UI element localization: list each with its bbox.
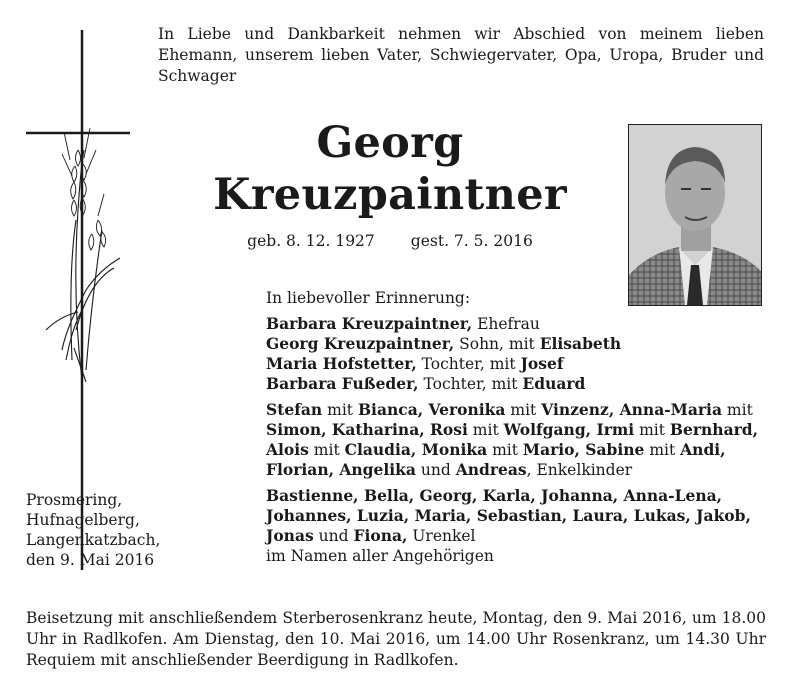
mourners-block — [266, 288, 766, 566]
deceased-first-name: Georg — [316, 118, 464, 168]
mourner-name: Barbara Fußeder, — [266, 374, 419, 393]
family-names: Stefan — [266, 400, 323, 419]
connector-text: mit — [721, 401, 753, 419]
cross-with-wheat-icon — [26, 30, 136, 570]
connector-text: mit — [644, 441, 681, 459]
mourner-line — [266, 334, 766, 354]
mourner-line — [266, 354, 766, 374]
mourner-relation: Tochter, mit — [416, 355, 521, 373]
family-names: Wolfgang, Irmi — [503, 420, 635, 439]
family-names: Vinzenz, Anna-Maria — [541, 400, 722, 419]
connector-text: mit — [467, 421, 504, 439]
memory-intro: In liebevoller Erinnerung: — [266, 289, 471, 307]
mourner-line — [266, 374, 766, 394]
connector-text: mit — [487, 441, 523, 459]
mourner-partner: Eduard — [522, 374, 586, 393]
place-line: Hufnagelberg, — [26, 511, 140, 529]
place-line: den 9. Mai 2016 — [26, 551, 155, 569]
mourner-name: Maria Hofstetter, — [266, 354, 417, 373]
connector-text: , Enkelkinder — [526, 461, 633, 479]
mourner-partner: Elisabeth — [539, 334, 622, 353]
mourners-list — [266, 314, 766, 394]
family-names: Fiona, — [353, 526, 408, 545]
family-names: Andreas — [455, 460, 527, 479]
family-names: Mario, Sabine — [522, 440, 645, 459]
life-dates — [190, 231, 590, 251]
connector-text: mit — [308, 441, 345, 459]
funeral-text: Beisetzung mit anschließendem Sterberosenkranz heute, Montag, den 9. Mai 2016, um 18.00 Uhr in Radlkofen. Am Dienstag, den 10. Mai 2016, um 14.00 Uhr Rosenkranz, um 14.30 Uhr Requiem mit anschließender Beerdigung in Radlkofen. — [26, 608, 766, 669]
connector-text: Urenkel — [407, 527, 476, 545]
connector-text: mit — [322, 401, 358, 419]
place-and-date — [26, 490, 246, 570]
mourner-name: Barbara Kreuzpaintner, — [266, 314, 473, 333]
family-names: Bernhard, Alois — [266, 420, 759, 459]
deceased-last-name: Kreuzpaintner — [213, 170, 567, 220]
family-names: Claudia, Monika — [344, 440, 488, 459]
place-line: Prosmering, — [26, 491, 123, 509]
mourner-name: Georg Kreuzpaintner, — [266, 334, 455, 353]
portrait-photo — [628, 124, 762, 306]
death-date: gest. 7. 5. 2016 — [410, 232, 533, 250]
family-names: Simon, Katharina, Rosi — [266, 420, 468, 439]
mourner-relation: Ehefrau — [472, 315, 540, 333]
closing-line: im Namen aller Angehörigen — [266, 547, 494, 565]
mourner-line — [266, 314, 766, 334]
place-line: Langenkatzbach, — [26, 531, 161, 549]
birth-date: geb. 8. 12. 1927 — [247, 232, 375, 250]
connector-text: mit — [505, 401, 542, 419]
mourner-relation: Sohn, mit — [454, 335, 540, 353]
great-grandchildren-text — [266, 486, 766, 546]
family-names: Bianca, Veronika — [357, 400, 506, 419]
connector-text: und — [313, 527, 354, 545]
connector-text: mit — [634, 421, 670, 439]
connector-text: und — [415, 461, 456, 479]
grandchildren-text — [266, 400, 766, 480]
mourner-partner: Josef — [520, 354, 564, 373]
family-names: Andi, Florian, Angelika — [266, 440, 726, 479]
family-names: Bastienne, Bella, Georg, Karla, Johanna, Anna-Lena, Johannes, Luzia, Maria, Sebastian, Laura, Lukas, Jakob, Jonas — [266, 486, 751, 545]
mourner-relation: Tochter, mit — [418, 375, 523, 393]
intro-text: In Liebe und Dankbarkeit nehmen wir Abschied von meinem lieben Ehemann, unserem lieben Vater, Schwiegervater, Opa, Uropa, Bruder und Schwager — [158, 24, 764, 85]
